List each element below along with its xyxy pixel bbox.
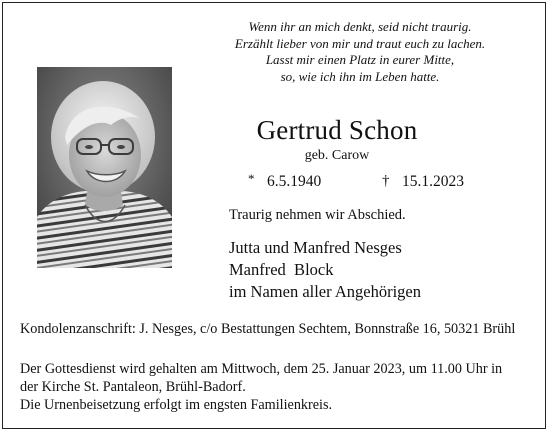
mourners-list <box>229 237 421 303</box>
condolence-address: Kondolenzanschrift: J. Nesges, c/o Bestattungen Sechtem, Bonnstraße 16, 50321 Brühl <box>20 321 516 337</box>
portrait-photo-icon <box>37 67 172 268</box>
farewell-text: Traurig nehmen wir Abschied. <box>229 207 406 223</box>
mourner-line: Jutta und Manfred Nesges <box>229 238 402 257</box>
poem-line: Erzählt lieber von mir und traut euch zu lachen. <box>234 35 486 51</box>
birth-date: 6.5.1940 <box>267 173 322 190</box>
service-line: Der Gottesdienst wird gehalten am Mittwoch, dem 25. Januar 2023, um 11.00 Uhr in <box>20 361 503 377</box>
poem-line: Wenn ihr an mich denkt, seid nicht traurig. <box>248 19 472 34</box>
service-line: der Kirche St. Pantaleon, Brühl-Badorf. <box>20 379 246 395</box>
mourner-line: im Namen aller Angehörigen <box>229 282 421 301</box>
service-info <box>20 360 540 414</box>
poem-line: Lasst mir einen Platz in eurer Mitte, <box>265 52 455 67</box>
mourner-line: Manfred Block <box>229 260 334 279</box>
death-date: 15.1.2023 <box>402 173 464 190</box>
poem <box>150 19 550 85</box>
deceased-name: Gertrud Schon <box>256 115 418 145</box>
poem-line: so, wie ich ihn im Leben hatte. <box>280 68 440 84</box>
portrait-photo <box>37 67 172 268</box>
maiden-name: geb. Carow <box>304 148 370 163</box>
birth-star-icon: * <box>248 171 255 186</box>
service-line: Die Urnenbeisetzung erfolgt im engsten Familienkreis. <box>20 397 333 413</box>
death-cross-icon: † <box>382 173 390 189</box>
